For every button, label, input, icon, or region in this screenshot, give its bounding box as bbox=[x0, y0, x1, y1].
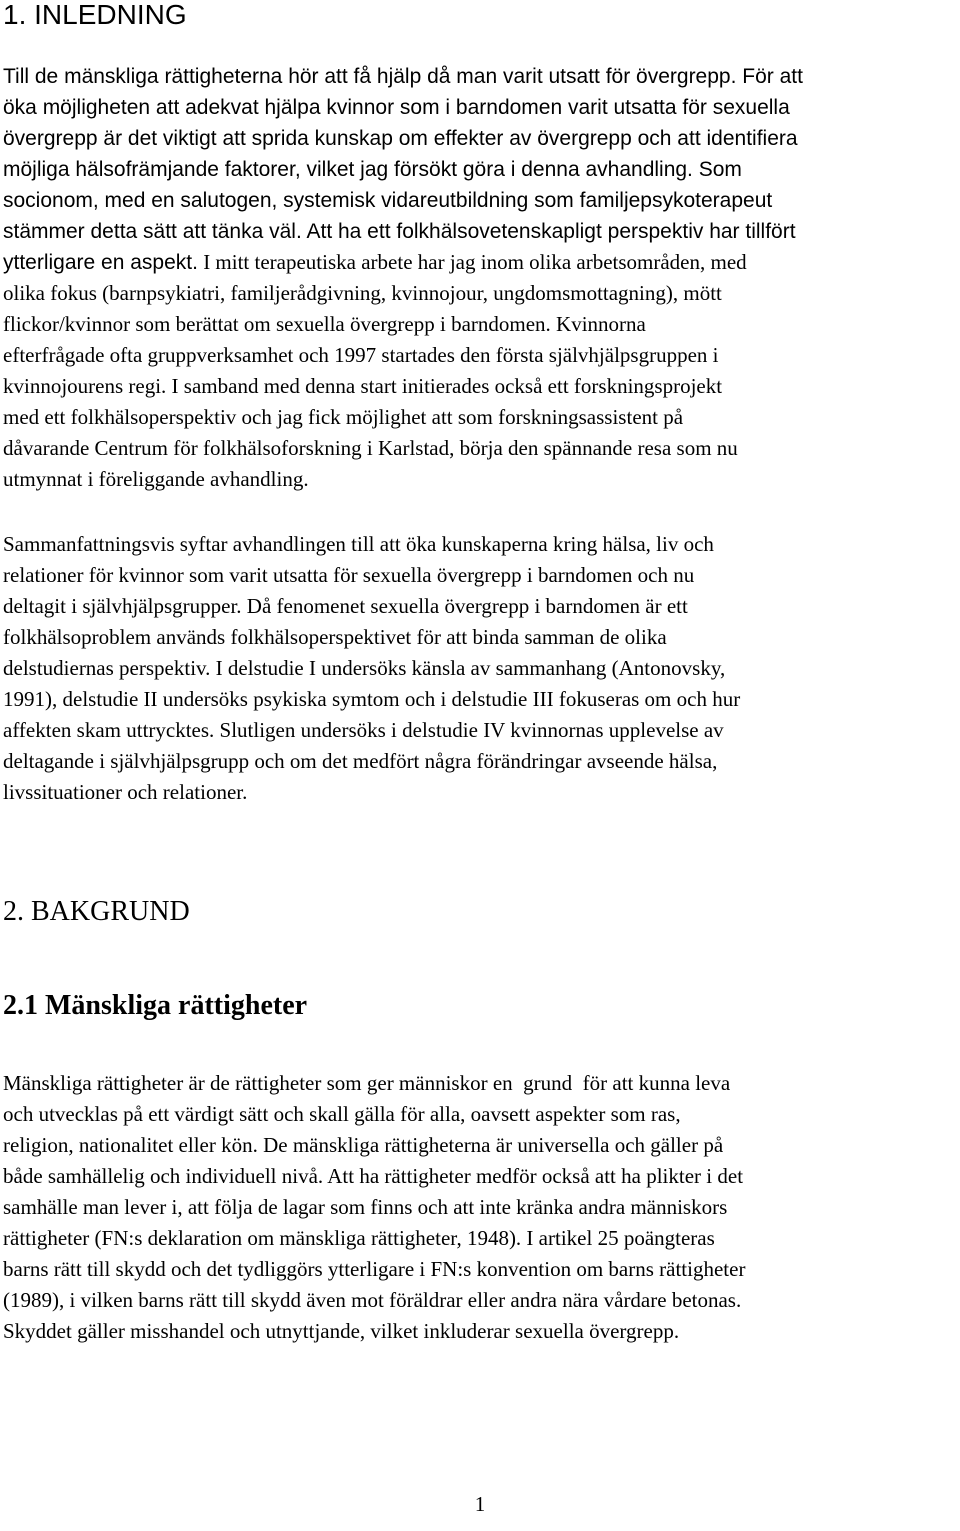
rights-line-4: både samhällelig och individuell nivå. Att ha rättigheter medför också att ha plikter i det bbox=[3, 1164, 744, 1188]
rights-line-1: Mänskliga rättigheter är de rättigheter som ger människor en grund för att kunna leva bbox=[3, 1071, 731, 1095]
summary-paragraph bbox=[3, 529, 740, 808]
summary-line-4: folkhälsoproblem används folkhälsoperspektivet för att binda samman de olika bbox=[3, 625, 667, 649]
rights-line-5: samhälle man lever i, att följa de lagar som finns och att inte kränka andra människors bbox=[3, 1195, 728, 1219]
subsection-heading-manskliga-rattigheter: 2.1 Mänskliga rättigheter bbox=[3, 990, 308, 1021]
rights-line-3: religion, nationalitet eller kön. De mänskliga rättigheterna är universella och gäller på bbox=[3, 1133, 724, 1157]
intro-line-2: öka möjligheten att adekvat hjälpa kvinnor som i barndomen varit utsatta för sexuella bbox=[3, 96, 790, 119]
rights-line-9: Skyddet gäller misshandel och utnyttjande, vilket inkluderar sexuella övergrepp. bbox=[3, 1319, 680, 1343]
intro-line-12: med ett folkhälsoperspektiv och jag fick möjlighet att som forskningsassistent på bbox=[3, 405, 684, 429]
rights-paragraph bbox=[3, 1068, 745, 1347]
summary-line-3: deltagit i självhjälpsgrupper. Då fenomenet sexuella övergrepp i barndomen är ett bbox=[3, 594, 688, 618]
intro-line-7: ytterligare en aspekt. I mitt terapeutiska arbete har jag inom olika arbetsområden, med bbox=[3, 250, 747, 274]
intro-line-8: olika fokus (barnpsykiatri, familjerådgivning, kvinnojour, ungdomsmottagning), mött bbox=[3, 281, 722, 305]
section-heading-bakgrund: 2. BAKGRUND bbox=[3, 896, 190, 927]
intro-line-14: utmynnat i föreliggande avhandling. bbox=[3, 467, 309, 491]
summary-line-9: livssituationer och relationer. bbox=[3, 780, 248, 804]
section-heading-inledning: 1. INLEDNING bbox=[3, 0, 187, 30]
intro-line-1: Till de mänskliga rättigheterna hör att få hjälp då man varit utsatt för övergrepp. För att bbox=[3, 65, 803, 88]
intro-line-6: stämmer detta sätt att tänka väl. Att ha ett folkhälsovetenskapligt perspektiv har tillfört bbox=[3, 220, 796, 243]
page-number: 1 bbox=[474, 1492, 486, 1516]
summary-line-2: relationer för kvinnor som varit utsatta för sexuella övergrepp i barndomen och nu bbox=[3, 563, 695, 587]
intro-line-5: socionom, med en salutogen, systemisk vidareutbildning som familjepsykoterapeut bbox=[3, 189, 773, 212]
rights-line-6: rättigheter (FN:s deklaration om mänskliga rättigheter, 1948). I artikel 25 poängteras bbox=[3, 1226, 715, 1250]
intro-line-3: övergrepp är det viktigt att sprida kunskap om effekter av övergrepp och att identifiera bbox=[3, 127, 798, 150]
rights-line-8: (1989), i vilken barns rätt till skydd även mot föräldrar eller andra nära vårdare betonas. bbox=[3, 1288, 742, 1312]
summary-line-7: affekten skam uttrycktes. Slutligen undersöks i delstudie IV kvinnornas upplevelse av bbox=[3, 718, 724, 742]
summary-line-1: Sammanfattningsvis syftar avhandlingen till att öka kunskaperna kring hälsa, liv och bbox=[3, 532, 714, 556]
summary-line-8: deltagande i självhjälpsgrupp och om det medfört några förändringar avseende hälsa, bbox=[3, 749, 718, 773]
intro-line-11: kvinnojourens regi. I samband med denna start initierades också ett forskningsprojekt bbox=[3, 374, 723, 398]
intro-line-13: dåvarande Centrum för folkhälsoforskning i Karlstad, börja den spännande resa som nu bbox=[3, 436, 738, 460]
summary-line-6: 1991), delstudie II undersöks psykiska symtom och i delstudie III fokuseras om och hur bbox=[3, 687, 741, 711]
intro-line-9: flickor/kvinnor som berättat om sexuella övergrepp i barndomen. Kvinnorna bbox=[3, 312, 646, 336]
intro-line-4: möjliga hälsofrämjande faktorer, vilket jag försökt göra i denna avhandling. Som bbox=[3, 158, 742, 181]
summary-line-5: delstudiernas perspektiv. I delstudie I undersöks känsla av sammanhang (Antonovsky, bbox=[3, 656, 726, 680]
intro-line-10: efterfrågade ofta gruppverksamhet och 1997 startades den första självhjälpsgruppen i bbox=[3, 343, 719, 367]
rights-line-2: och utvecklas på ett värdigt sätt och skall gälla för alla, oavsett aspekter som ras, bbox=[3, 1102, 681, 1126]
intro-paragraph bbox=[3, 61, 803, 495]
rights-line-7: barns rätt till skydd och det tydliggörs ytterligare i FN:s konvention om barns rättigheter bbox=[3, 1257, 746, 1281]
